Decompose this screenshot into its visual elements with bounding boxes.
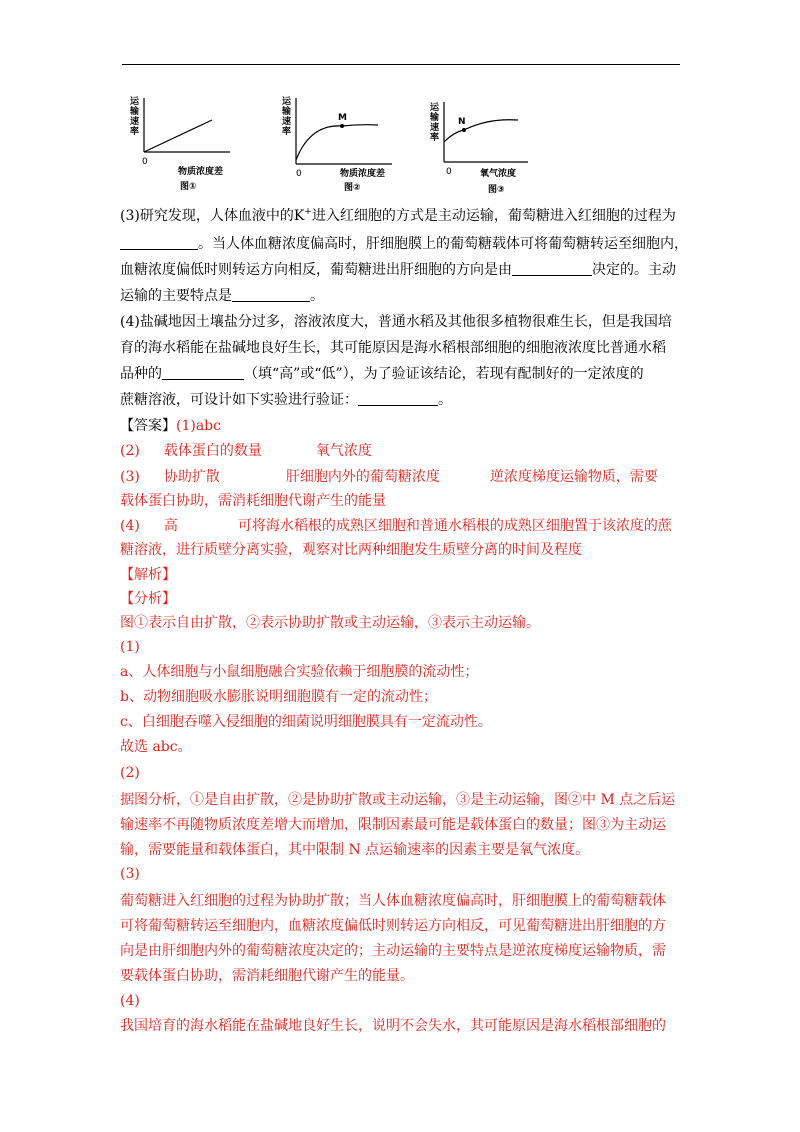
origin-label: 0 — [296, 169, 302, 179]
analysis-p1b: b、动物细胞吸水膨胀说明细胞膜有一定的流动性； — [120, 689, 437, 705]
figure-3-graph — [428, 100, 538, 200]
y-label-char: 率 — [430, 133, 440, 143]
q3-line-1 — [120, 206, 676, 226]
answer-text: 可将海水稻根的成熟区细胞和普通水稻根的成熟区细胞置于该浓度的蔗 — [237, 518, 672, 534]
q3-text: 决定的。主动 — [592, 262, 676, 278]
answer-blank — [120, 235, 198, 250]
point-m — [340, 124, 344, 128]
q3-text: 。当人体血糖浓度偏高时，肝细胞膜上的葡萄糖载体可将葡萄糖转运至细胞内， — [198, 236, 688, 252]
answer-line-2 — [120, 441, 372, 461]
answer-text: 氧气浓度 — [315, 443, 372, 459]
analysis-p1c: c、白细胞吞噬入侵细胞的细菌说明细胞膜具有一定流动性。 — [120, 714, 492, 730]
analysis-p4a: 我国培育的海水稻能在盐碱地良好生长，说明不会失水，其可能原因是海水稻根部细胞的 — [120, 1018, 666, 1034]
q4-text: （填“高”或“低”），为了验证该结论，若现有配制好的一定浓度的 — [244, 366, 644, 382]
figure-2 — [280, 94, 400, 194]
q4-line-3 — [120, 364, 644, 384]
answer-num: (4) — [120, 518, 140, 534]
figure-1 — [128, 94, 238, 194]
analysis-p1a: a、人体细胞与小鼠细胞融合实验依赖于细胞膜的流动性； — [120, 664, 479, 680]
q3-text: (3)研究发现，人体血液中的K — [120, 208, 305, 224]
figure-1-graph — [128, 94, 238, 194]
answer-header: 【答案】 — [120, 418, 176, 434]
analysis-subheader: 【分析】 — [120, 591, 176, 607]
figure-2-graph — [280, 94, 400, 194]
origin-label: 0 — [142, 157, 148, 167]
y-label-char: 运 — [282, 97, 292, 107]
y-label-char: 输 — [282, 107, 292, 117]
y-label-char: 率 — [130, 127, 140, 137]
curve-line — [144, 120, 212, 152]
analysis-p3: (3) — [120, 866, 140, 882]
answer-blank — [232, 287, 310, 302]
analysis-p2: (2) — [120, 765, 140, 781]
x-axis-label: 氧气浓度 — [480, 169, 517, 179]
q3-line-2 — [120, 234, 688, 254]
answer-text: (1)abc — [176, 418, 221, 434]
analysis-p3b: 可将葡萄糖转运至细胞内，血糖浓度偏低时则转运方向相反，可见葡萄糖进出肝细胞的方 — [120, 918, 666, 934]
q4-text: 蔗糖溶液，可设计如下实验进行验证： — [120, 392, 358, 408]
answer-blank — [162, 365, 244, 380]
point-label: N — [458, 117, 466, 127]
q3-line-4 — [120, 286, 324, 306]
point-n — [462, 128, 466, 132]
y-label-char: 速 — [430, 123, 440, 133]
analysis-p2a: 据图分析，①是自由扩散，②是协助扩散或主动运输，③是主动运输，图②中 M 点之后运 — [120, 792, 676, 808]
header-rule — [122, 64, 680, 65]
answer-text: 载体蛋白的数量 — [163, 443, 262, 459]
y-label-char: 速 — [282, 117, 292, 127]
q4-line-1: (4)盐碱地因土壤盐分过多，溶液浓度大，普通水稻及其他很多植物很难生长，但是我国培 — [120, 314, 672, 330]
analysis-header: 【解析】 — [120, 567, 176, 583]
point-label: M — [338, 113, 347, 123]
analysis-p2c: 输，需要能量和载体蛋白，其中限制 N 点运输速率的因素主要是氧气浓度。 — [120, 842, 590, 858]
analysis-p4: (4) — [120, 993, 140, 1009]
y-label-char: 运 — [130, 97, 140, 107]
analysis-p1: (1) — [120, 639, 140, 655]
figure-3 — [428, 100, 538, 200]
figure-caption: 图② — [344, 183, 361, 193]
analysis-p1d: 故选 abc。 — [120, 739, 192, 755]
q3-text: 运输的主要特点是 — [120, 288, 232, 304]
q3-line-3 — [120, 260, 676, 280]
analysis-p3d: 要载体蛋白协助，需消耗细胞代谢产生的能量。 — [120, 968, 414, 984]
answer-blank — [512, 261, 592, 276]
q4-text: 。 — [438, 392, 452, 408]
analysis-p2b: 输速率不再随物质浓度差增大而增加，限制因素最可能是载体蛋白的数量；图③为主动运 — [120, 817, 666, 833]
q4-text: 品种的 — [120, 366, 162, 382]
answer-line-6: 糖溶液，进行质壁分离实验，观察对比两种细胞发生质壁分离的时间及程度 — [120, 542, 582, 558]
origin-label: 0 — [446, 167, 452, 177]
x-axis-label: 物质浓度差 — [178, 167, 224, 177]
y-label-char: 速 — [130, 117, 140, 127]
answer-text: 肝细胞内外的葡萄糖浓度 — [285, 469, 440, 485]
y-label-char: 率 — [282, 127, 292, 137]
q4-line-2: 育的海水稻能在盐碱地良好生长，其可能原因是海水稻根部细胞的细胞液浓度比普通水稻 — [120, 340, 666, 356]
figure-caption: 图① — [180, 182, 197, 192]
answer-num: (2) — [120, 443, 140, 459]
saturation-curve — [296, 125, 378, 160]
y-label-char: 输 — [430, 113, 440, 123]
saturation-curve — [444, 120, 518, 142]
answer-line-1 — [120, 416, 221, 436]
answer-num: (3) — [120, 469, 140, 485]
analysis-p3a: 葡萄糖进入红细胞的过程为协助扩散；当人体血糖浓度偏高时，肝细胞膜上的葡萄糖载体 — [120, 893, 666, 909]
answer-text: 协助扩散 — [163, 469, 220, 485]
answer-text: 逆浓度梯度运输物质，需要 — [489, 469, 658, 485]
answer-blank — [358, 391, 438, 406]
q4-line-4 — [120, 390, 452, 410]
analysis-intro: 图①表示自由扩散，②表示协助扩散或主动运输，③表示主动运输。 — [120, 615, 540, 631]
answer-line-5 — [120, 516, 672, 536]
answer-text: 高 — [163, 518, 178, 534]
superscript: + — [304, 207, 312, 217]
answer-line-4: 载体蛋白协助，需消耗细胞代谢产生的能量 — [120, 493, 386, 509]
figure-caption: 图③ — [488, 185, 505, 195]
q3-text: 。 — [310, 288, 324, 304]
y-label-char: 输 — [130, 107, 140, 117]
q3-text: 血糖浓度偏低时则转运方向相反，葡萄糖进出肝细胞的方向是由 — [120, 262, 512, 278]
answer-line-3 — [120, 467, 658, 487]
x-axis-label: 物质浓度差 — [340, 169, 386, 179]
y-label-char: 运 — [430, 103, 440, 113]
analysis-p3c: 向是由肝细胞内外的葡萄糖浓度决定的；主动运输的主要特点是逆浓度梯度运输物质，需 — [120, 943, 666, 959]
q3-text: 进入红细胞的方式是主动运输，葡萄糖进入红细胞的过程为 — [311, 208, 676, 224]
